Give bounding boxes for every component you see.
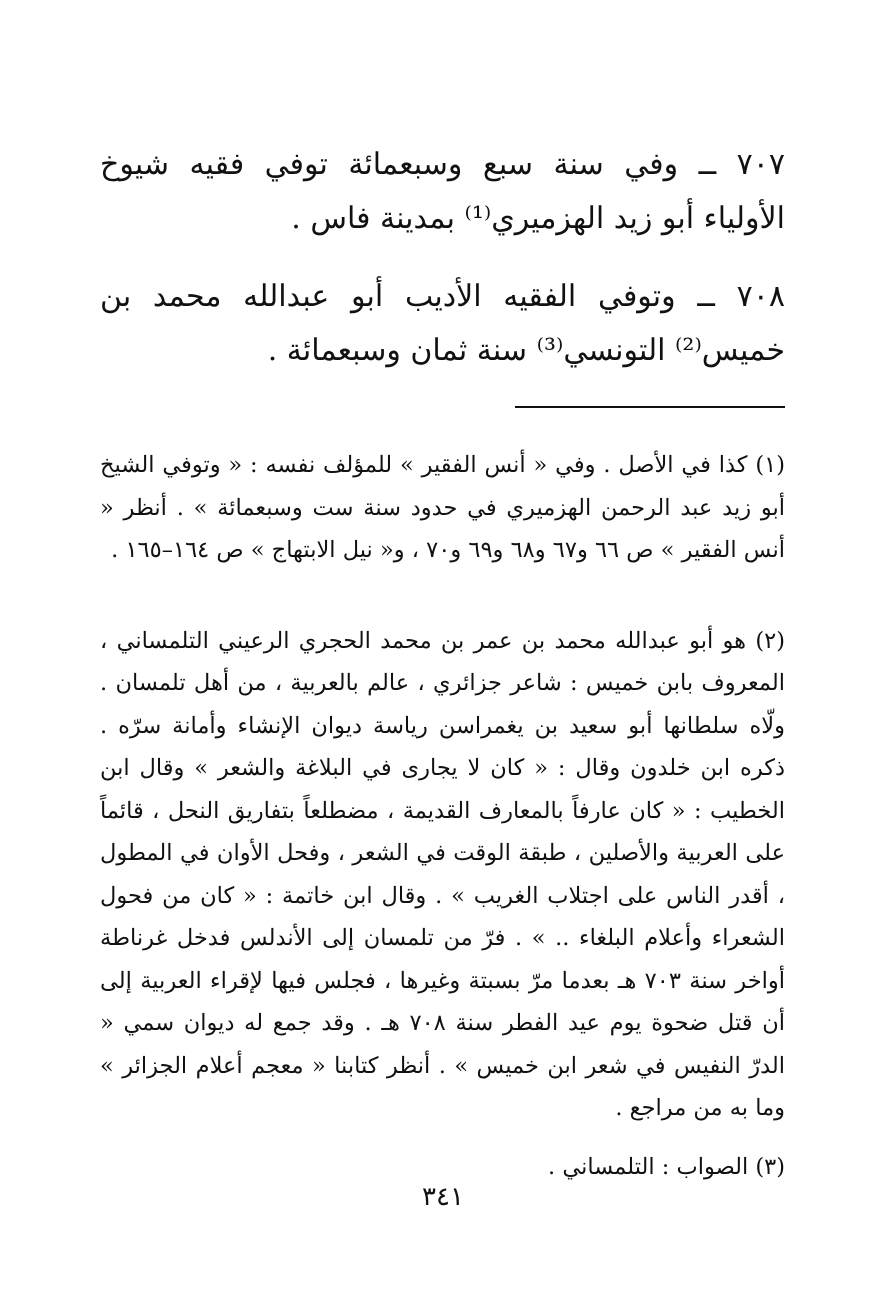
entry-708: ٧٠٨ ــ وتوفي الفقيه الأديب أبو عبدالله محمد بن خميس⁽²⁾ التونسي⁽³⁾ سنة ثمان وسبعمائة . [100,279,785,368]
footnote-3: (٣) الصواب : التلمساني . [548,1153,785,1180]
entry-707: ٧٠٧ ــ وفي سنة سبع وسبعمائة توفي فقيه شيوخ الأولياء أبو زيد الهزميري⁽¹⁾ بمدينة فاس . [100,147,785,236]
main-text [100,138,785,402]
page-number: ٣٤١ [422,1182,464,1212]
footnotes [100,444,785,1188]
footnote-separator [515,406,785,408]
footnote-1: (١) كذا في الأصل . وفي « أنس الفقير » للمؤلف نفسه : « وتوفي الشيخ أبو زيد عبد الرحمن الهزميري في حدود سنة ست وسبعمائة » . أنظر « أنس الفقير » ص ٦٦ و٦٧ و٦٨ و٦٩ و٧٠ ، و« نيل الابتهاج » ص ١٦٤–١٦٥ . [100,452,785,563]
footnote-2: (٢) هو أبو عبدالله محمد بن عمر بن محمد الحجري الرعيني التلمساني ، المعروف بابن خميس : شاعر جزائري ، عالم بالعربية ، من أهل تلمسان . ولّاه سلطانها أبو سعيد بن يغمراسن رياسة ديوان الإنشاء وأمانة سرّه . ذكره ابن خلدون وقال : « كان لا يجارى في البلاغة والشعر » وقال ابن الخطيب : « كان عارفاً بالمعارف القديمة ، مضطلعاً بتفاريق النحل ، قائماً على العربية والأصلين ، طبقة الوقت في الشعر ، وفحل الأوان في المطول ، أقدر الناس على اجتلاب الغريب » . وقال ابن خاتمة : « كان من فحول الشعراء وأعلام البلغاء .. » . فرّ من تلمسان إلى الأندلس فدخل غرناطة أواخر سنة ٧٠٣ هـ بعدما مرّ بسبتة وغيرها ، فجلس فيها لإقراء العربية إلى أن قتل ضحوة يوم عيد الفطر سنة ٧٠٨ هـ . وقد جمع له ديوان سمي « الدرّ النفيس في شعر ابن خميس » . أنظر كتابنا « معجم أعلام الجزائر » وما به من مراجع . [100,627,785,1121]
